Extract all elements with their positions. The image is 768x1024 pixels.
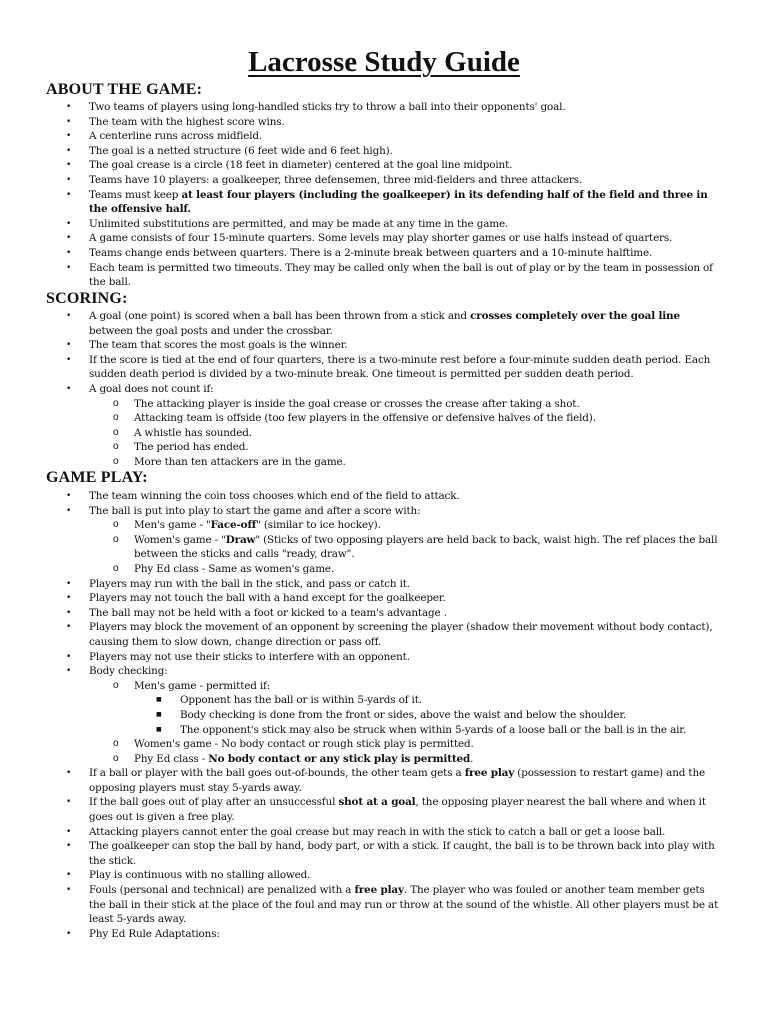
bullet-icon: • <box>66 383 72 394</box>
bullet-icon: • <box>66 491 72 501</box>
circle-bullet-icon: o <box>113 738 119 750</box>
list-item: • Each team is permitted two timeouts. They may be called only when the ball is out of play or by the team in possession of the ball. <box>66 261 713 289</box>
sub-sub-list-item: ■ The opponent's stick may also be struck when within 5-yards of a loose ball or the ball is in the air. <box>156 723 687 736</box>
bullet-icon: • <box>66 160 72 171</box>
bullet-icon: • <box>66 311 72 321</box>
sub-list-item: o More than ten attackers are in the game. <box>113 455 346 468</box>
list-item: • Unlimited substitutions are permitted, and may be made at any time in the game. <box>66 217 509 230</box>
list-item: • A centerline runs across midfield. <box>66 130 263 143</box>
list-item: • Players may run with the ball in the stick, and pass or catch it. <box>66 577 410 590</box>
bullet-icon: • <box>66 885 72 896</box>
sub-sub-list-item: ■ Opponent has the ball or is within 5-yards of it. <box>156 694 422 707</box>
bullet-icon: • <box>66 233 72 244</box>
list-item: • The team that scores the most goals is the winner. <box>66 339 348 352</box>
bullet-icon: • <box>66 354 72 365</box>
bullet-icon: • <box>66 651 72 662</box>
start-of-play-list <box>89 518 724 576</box>
scoring-list <box>64 309 724 470</box>
list-item: • If the score is tied at the end of four quarters, there is a two-minute rest before a four-minute sudden death period. Each sudden death period is divided by a two-minute break. One timeout is permitted per sudden death period. <box>66 353 711 381</box>
bullet-icon: • <box>66 826 72 837</box>
circle-bullet-icon: o <box>113 752 119 764</box>
section-heading-about: ABOUT THE GAME: <box>46 81 203 98</box>
goal-not-count-list <box>89 397 724 470</box>
bullet-icon: • <box>66 505 72 516</box>
bullet-icon: • <box>66 622 72 633</box>
sub-list-item: o The attacking player is inside the goal crease or crosses the crease after taking a shot. <box>113 397 580 410</box>
sub-list-item: o Phy Ed class - No body contact or any stick play is permitted. <box>113 752 474 765</box>
bullet-icon: • <box>66 131 72 142</box>
bullet-icon: • <box>66 102 72 112</box>
list-item: • The ball is put into play to start the game and after a score with: o Men's game - "Face-off" (similar to ice hockey). o Women's game - "Draw" (Sticks of two opposing players are held back to back, waist high. The ref places the ball between the sticks and calls "ready, draw". o Phy Ed class - Same as women's game. <box>64 504 724 577</box>
circle-bullet-icon: o <box>113 426 119 438</box>
list-item: • Players may not use their sticks to interfere with an opponent. <box>66 650 410 663</box>
circle-bullet-icon: o <box>113 519 119 531</box>
bullet-icon: • <box>66 870 72 881</box>
list-item: • The goalkeeper can stop the ball by hand, body part, or with a stick. If caught, the ball is to be thrown back into play with the stick. <box>66 840 715 867</box>
sub-list-item: o Women's game - "Draw" (Sticks of two opposing players are held back to back, waist high. The ref places the ball between the sticks and calls "ready, draw". <box>113 533 718 561</box>
bullet-icon: • <box>66 607 72 618</box>
sub-list-item: o Women's game - No body contact or rough stick play is permitted. <box>113 738 474 751</box>
list-item: • Players may block the movement of an opponent by screening the player (shadow their movement without body contact), causing them to slow down, change direction or pass off. <box>66 621 713 648</box>
list-item: • A goal does not count if: o The attacking player is inside the goal crease or crosses the crease after taking a shot. o Attacking team is offside (too few players in the offensive or defensive halves of the field). o A whistle has sounded. o The period has ended. o More than ten attackers are in the game. <box>64 382 724 470</box>
section-heading-scoring: SCORING: <box>46 290 128 307</box>
bullet-icon: • <box>66 174 72 185</box>
body-checking-list <box>89 679 724 767</box>
about-list <box>64 100 724 290</box>
bullet-icon: • <box>66 247 72 258</box>
list-item: • Teams have 10 players: a goalkeeper, three defensemen, three mid-fielders and three attackers. <box>66 173 583 186</box>
sub-list-item: o The period has ended. <box>113 441 249 454</box>
list-item: • A goal (one point) is scored when a ball has been thrown from a stick and crosses completely over the goal line between the goal posts and under the crossbar. <box>66 310 680 337</box>
bullet-icon: • <box>66 797 72 808</box>
bullet-icon: • <box>66 666 72 677</box>
list-item: • Phy Ed Rule Adaptations: <box>66 927 220 940</box>
square-bullet-icon: ■ <box>156 696 162 704</box>
list-item: • The goal crease is a circle (18 feet in diameter) centered at the goal line midpoint. <box>66 159 513 172</box>
list-item: • Attacking players cannot enter the goal crease but may reach in with the stick to catch a ball or get a loose ball. <box>66 825 666 838</box>
sub-list-item: o Men's game - "Face-off" (similar to ice hockey). <box>113 519 381 532</box>
list-item: • The ball may not be held with a foot or kicked to a team's advantage . <box>66 606 447 619</box>
list-item: • Body checking: o Men's game - permitted if: ■ Opponent has the ball or is within 5-yards of it. ■ Body checking is done from the front or sides, above the waist and below the shoulder. ■ The opponent's stick may also be struck when within 5-yards of a loose ball or the ball is in the air. o Women's game - No body contact or rough stick play is permitted. o Phy Ed class - No body contact or any stick play is permitted. <box>64 664 724 766</box>
list-item: • Two teams of players using long-handled sticks try to throw a ball into their opponents' goal. <box>66 101 566 113</box>
list-item: • Teams change ends between quarters. There is a 2-minute break between quarters and a 10-minute halftime. <box>66 246 653 259</box>
sub-list-item: o Attacking team is offside (too few players in the offensive or defensive halves of the field). <box>113 412 596 425</box>
circle-bullet-icon: o <box>113 455 119 467</box>
sub-list-item: o A whistle has sounded. <box>113 426 252 439</box>
bullet-icon: • <box>66 578 72 589</box>
bullet-icon: • <box>66 262 72 273</box>
circle-bullet-icon: o <box>113 397 119 409</box>
square-bullet-icon: ■ <box>156 710 162 718</box>
list-item: • If the ball goes out of play after an unsuccessful shot at a goal, the opposing player nearest the ball where and when it goes out is given a free play. <box>66 796 706 824</box>
section-heading-gameplay: GAME PLAY: <box>46 469 148 486</box>
square-bullet-icon: ■ <box>156 725 162 733</box>
mens-body-checking-list <box>134 693 724 737</box>
page-title: Lacrosse Study Guide <box>248 46 520 78</box>
circle-bullet-icon: o <box>113 562 119 574</box>
list-item: • Play is continuous with no stalling allowed. <box>66 869 311 882</box>
bullet-icon: • <box>66 841 72 852</box>
bullet-icon: • <box>66 593 72 604</box>
list-item: • If a ball or player with the ball goes out-of-bounds, the other team gets a free play (possession to restart game) and the opposing players must stay 5-yards away. <box>66 767 705 794</box>
bullet-icon: • <box>66 768 72 779</box>
list-item: • The team winning the coin toss chooses which end of the field to attack. <box>66 490 460 502</box>
bullet-icon: • <box>66 145 72 156</box>
circle-bullet-icon: o <box>113 441 119 453</box>
bullet-icon: • <box>66 340 72 351</box>
circle-bullet-icon: o <box>113 533 119 545</box>
bullet-icon: • <box>66 189 72 200</box>
circle-bullet-icon: o <box>113 412 119 424</box>
bullet-icon: • <box>66 928 72 939</box>
circle-bullet-icon: o <box>113 679 119 691</box>
list-item: • Players may not touch the ball with a hand except for the goalkeeper. <box>66 592 446 605</box>
list-item: • The team with the highest score wins. <box>66 115 285 128</box>
list-item: • Teams must keep at least four players (including the goalkeeper) in its defending half of the field and three in the offensive half. <box>66 188 708 216</box>
bullet-icon: • <box>66 116 72 127</box>
sub-list-item: o Phy Ed class - Same as women's game. <box>113 562 335 575</box>
gameplay-list <box>64 489 724 941</box>
list-item: • Fouls (personal and technical) are penalized with a free play. The player who was fouled or another team member gets the ball in their stick at the place of the foul and may run or throw at the sound of the whistle. All other players must be at least 5-yards away. <box>66 884 719 926</box>
list-item: • The goal is a netted structure (6 feet wide and 6 feet high). <box>66 144 393 157</box>
bullet-icon: • <box>66 218 72 229</box>
sub-list-item: o Men's game - permitted if: ■ Opponent has the ball or is within 5-yards of it. ■ Body checking is done from the front or sides, above the waist and below the shoulder. ■ The opponent's stick may also be struck when within 5-yards of a loose ball or the ball is in the air. <box>113 679 724 737</box>
list-item: • A game consists of four 15-minute quarters. Some levels may play shorter games or use halfs instead of quarters. <box>66 232 673 245</box>
sub-sub-list-item: ■ Body checking is done from the front or sides, above the waist and below the shoulder. <box>156 708 627 721</box>
